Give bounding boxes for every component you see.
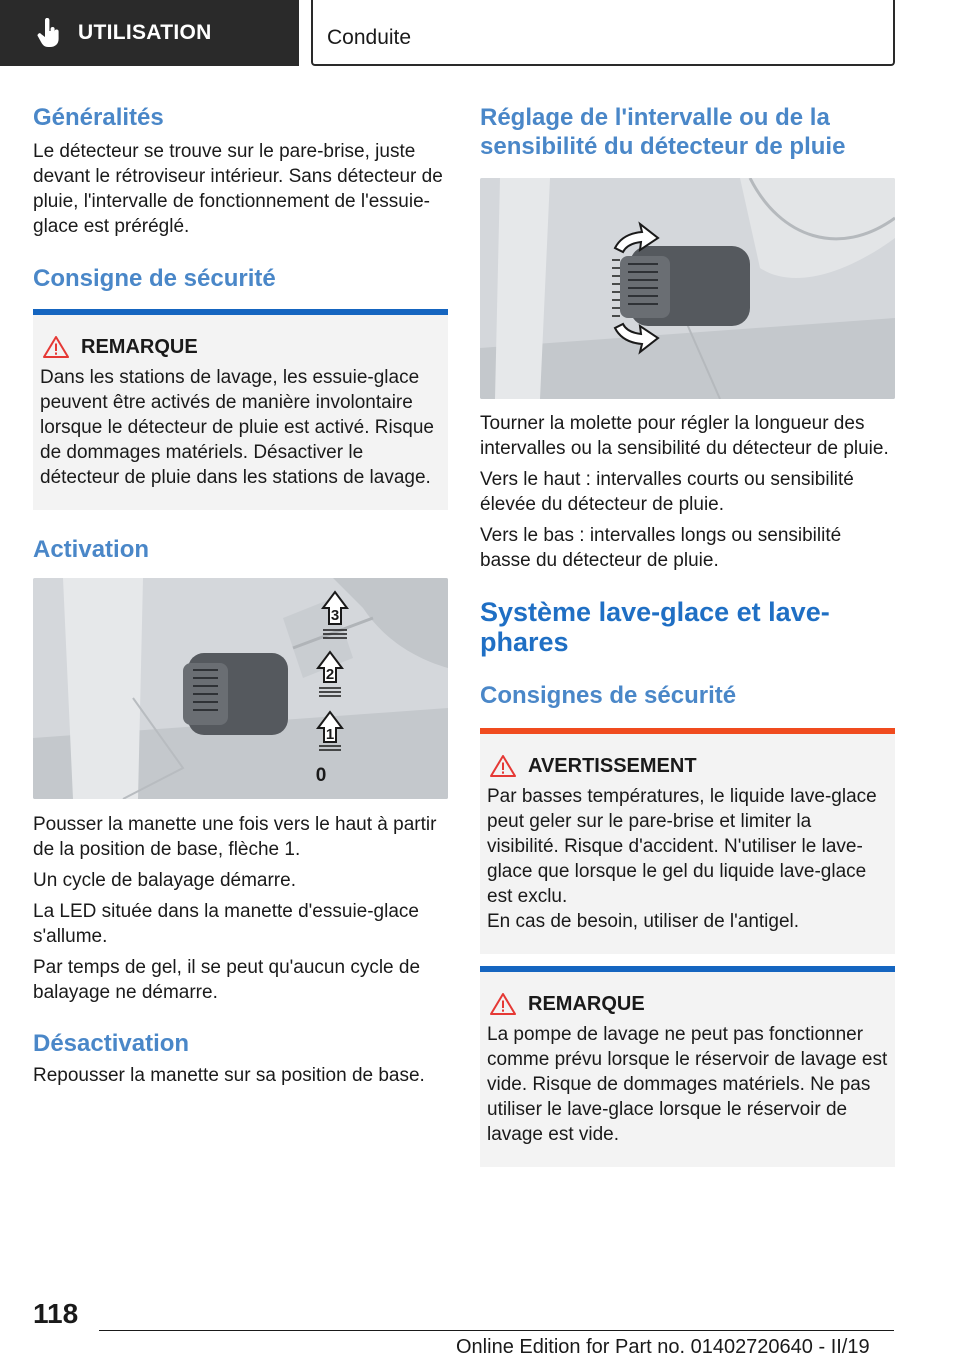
desactivation-heading: Désactivation bbox=[33, 1030, 190, 1057]
warning-text: Par basses températures, le liquide lave-glace peut geler sur le pare-brise et limiter la visibilité. Risque d'accident. N'utiliser le lave-glace que lorsque le gel du liquide lave-glace est exclu. bbox=[487, 786, 877, 907]
left-column bbox=[33, 100, 448, 1088]
footer-divider bbox=[99, 1330, 894, 1331]
page-number: 118 bbox=[33, 1298, 79, 1329]
remark-title-text: REMARQUE bbox=[81, 335, 198, 358]
reglage-heading: Réglage de l'intervalle ou de la sensibilité du détecteur de pluie bbox=[480, 104, 846, 160]
hand-pointer-icon bbox=[36, 18, 62, 48]
generalites-text: Le détecteur se trouve sur le pare-brise, juste devant le rétroviseur intérieur. Sans détecteur de pluie, l'intervalle de fonctionnement de l'essuie-glace est préréglé. bbox=[33, 141, 443, 237]
activation-heading: Activation bbox=[33, 536, 150, 563]
consigne-heading: Consigne de sécurité bbox=[33, 265, 276, 292]
warning-title-text: AVERTISSEMENT bbox=[528, 754, 697, 777]
warning-title bbox=[487, 754, 888, 778]
arrow-label-1: 1 bbox=[325, 726, 335, 743]
section-title: UTILISATION bbox=[78, 21, 212, 44]
warning-triangle-icon bbox=[490, 992, 516, 1016]
footer-edition: Online Edition for Part no. 01402720640 - II/19 bbox=[456, 1336, 870, 1358]
wiper-wheel-illustration bbox=[480, 178, 895, 399]
arrow-label-0: 0 bbox=[315, 765, 327, 786]
activation-figure bbox=[33, 578, 448, 799]
remark-box-2 bbox=[480, 966, 895, 1167]
arrow-label-2: 2 bbox=[325, 666, 335, 683]
reglage-figure bbox=[480, 178, 895, 399]
right-column bbox=[480, 100, 895, 1167]
reglage-text-3: Vers le bas : intervalles longs ou sensibilité basse du détecteur de pluie. bbox=[480, 525, 842, 571]
consignes-heading: Consignes de sécurité bbox=[480, 682, 737, 709]
wiper-stalk-illustration bbox=[33, 578, 448, 799]
desactivation-text: Repousser la manette sur sa position de base. bbox=[33, 1065, 425, 1086]
remark-text: Dans les stations de lavage, les essuie-glace peuvent être activés de manière involontaire lorsque le détecteur de pluie est activé. Risque de dommages matériels. Désactiver le détecteur de pluie dans les stations de lavage. bbox=[40, 367, 434, 488]
reglage-text-1: Tourner la molette pour régler la longueur des intervalles ou la sensibilité du détecteur de pluie. bbox=[480, 413, 889, 459]
remark-title-2 bbox=[487, 992, 888, 1016]
remark-title bbox=[40, 335, 441, 359]
warning-box bbox=[480, 728, 895, 954]
section-tab[interactable] bbox=[0, 0, 299, 66]
reglage-text-2: Vers le haut : intervalles courts ou sensibilité élevée du détecteur de pluie. bbox=[480, 469, 854, 515]
warning-triangle-icon bbox=[43, 335, 69, 359]
activation-text-2: Un cycle de balayage démarre. bbox=[33, 870, 296, 891]
remark-text-2: La pompe de lavage ne peut pas fonctionner comme prévu lorsque le réservoir de lavage est vide. Risque de dommages matériels. Ne pas utiliser le lave-glace lorsque le réservoir de lavage est vide. bbox=[487, 1024, 888, 1145]
activation-text-1: Pousser la manette une fois vers le haut à partir de la position de base, flèche 1. bbox=[33, 814, 437, 860]
remark-title-text-2: REMARQUE bbox=[528, 992, 645, 1015]
activation-text-4: Par temps de gel, il se peut qu'aucun cycle de balayage ne démarre. bbox=[33, 957, 421, 1003]
chapter-breadcrumb bbox=[311, 0, 895, 66]
arrow-label-3: 3 bbox=[330, 607, 340, 624]
activation-text-3: La LED située dans la manette d'essuie-glace s'allume. bbox=[33, 901, 419, 947]
warning-text-2: En cas de besoin, utiliser de l'antigel. bbox=[487, 911, 800, 932]
warning-triangle-icon bbox=[490, 754, 516, 778]
remark-box bbox=[33, 309, 448, 510]
systeme-heading: Système lave-glace et lave-phares bbox=[480, 597, 830, 657]
chapter-title: Conduite bbox=[327, 26, 412, 49]
generalites-heading: Généralités bbox=[33, 104, 164, 131]
